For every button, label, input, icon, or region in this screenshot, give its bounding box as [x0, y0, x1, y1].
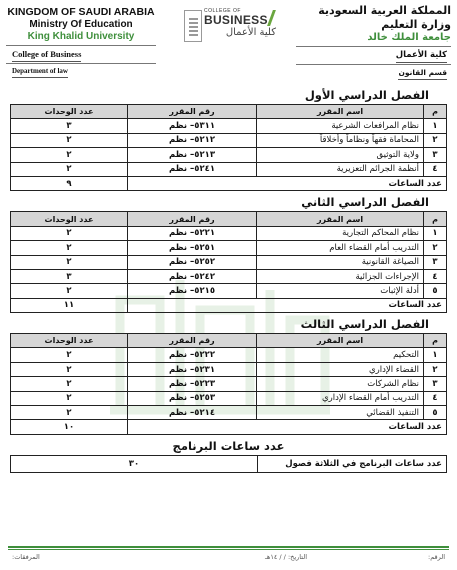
- col-num: م: [424, 212, 447, 226]
- department-en: Department of law: [12, 67, 68, 78]
- course-name: نظام المرافعات الشرعية: [257, 119, 424, 133]
- table-row: [11, 148, 447, 162]
- col-code: رقم المقرر: [128, 334, 257, 348]
- course-name: الصياغة القانونية: [257, 255, 424, 269]
- divider: [296, 46, 451, 47]
- course-num: ١: [424, 348, 447, 362]
- course-num: ٥: [424, 406, 447, 420]
- col-name: اسم المقرر: [257, 334, 424, 348]
- course-code: ٥٢١٤– نظم: [128, 406, 257, 420]
- footer-attachments: المرفقات:: [12, 553, 40, 561]
- course-num: ٢: [424, 362, 447, 376]
- course-num: ٣: [424, 377, 447, 391]
- table-header-row: [11, 105, 447, 119]
- col-units: عدد الوحدات: [11, 212, 128, 226]
- col-units: عدد الوحدات: [11, 105, 128, 119]
- semester-2-table: [10, 211, 447, 313]
- course-name: أدلة الإثبات: [257, 284, 424, 298]
- table-row: [11, 391, 447, 405]
- logo-big-text: BUSINESS: [204, 13, 268, 27]
- program-hours-label: عدد ساعات البرنامج في الثلاثة فصول: [258, 455, 447, 472]
- course-num: ٢: [424, 241, 447, 255]
- semester-2-title: الفصل الدراسي الثاني: [301, 195, 429, 210]
- course-units: ٢: [11, 406, 128, 420]
- kingdom-ar: المملكة العربية السعودية: [318, 4, 451, 17]
- course-units: ٢: [11, 362, 128, 376]
- college-ar: كلية الأعمال: [396, 50, 447, 63]
- course-num: ٤: [424, 162, 447, 176]
- university-ar: جامعة الملك خالد: [367, 32, 451, 43]
- table-row: [11, 162, 447, 176]
- ministry-ar: وزارة التعليم: [381, 18, 451, 31]
- col-name: اسم المقرر: [257, 212, 424, 226]
- course-name: التحكيم: [257, 348, 424, 362]
- course-units: ٣: [11, 269, 128, 283]
- course-num: ٢: [424, 133, 447, 147]
- footer-rule: [8, 549, 449, 550]
- course-code: ٥٢٢٣– نظم: [128, 377, 257, 391]
- university-en: King Khalid University: [27, 31, 135, 42]
- table-row: [11, 362, 447, 376]
- table-header-row: [11, 334, 447, 348]
- kingdom-en: KINGDOM OF SAUDI ARABIA: [7, 6, 155, 18]
- course-code: ٥٢١٢– نظم: [128, 133, 257, 147]
- course-num: ٣: [424, 255, 447, 269]
- course-name: نظام المحاكم التجارية: [257, 226, 424, 240]
- col-num: م: [424, 334, 447, 348]
- total-value: ١١: [11, 298, 128, 312]
- total-row: [11, 420, 447, 434]
- course-units: ٢: [11, 255, 128, 269]
- col-code: رقم المقرر: [128, 212, 257, 226]
- college-logo: [184, 8, 282, 44]
- table-row: [11, 406, 447, 420]
- table-row: [11, 119, 447, 133]
- course-units: ٢: [11, 348, 128, 362]
- table-row: [11, 133, 447, 147]
- course-units: ٢: [11, 133, 128, 147]
- course-code: ٥٢٤١– نظم: [128, 162, 257, 176]
- total-value: ٩: [11, 176, 128, 190]
- letterhead-arabic: [296, 4, 451, 77]
- semester-3-table: [10, 333, 447, 435]
- course-code: ٥٢٥٢– نظم: [128, 255, 257, 269]
- ministry-en: Ministry Of Education: [29, 19, 133, 30]
- total-row: [11, 176, 447, 190]
- table-row: [11, 226, 447, 240]
- total-value: ١٠: [11, 420, 128, 434]
- course-name: التنفيذ القضائي: [257, 406, 424, 420]
- course-num: ١: [424, 226, 447, 240]
- course-name: التدريب أمام القضاء الإداري: [257, 391, 424, 405]
- total-label: عدد الساعات: [128, 420, 447, 434]
- col-units: عدد الوحدات: [11, 334, 128, 348]
- table-row: [11, 455, 447, 472]
- course-units: ٢: [11, 391, 128, 405]
- course-num: ٣: [424, 148, 447, 162]
- total-label: عدد الساعات: [128, 176, 447, 190]
- table-row: [11, 241, 447, 255]
- course-code: ٥٢٢١– نظم: [128, 226, 257, 240]
- divider: [296, 64, 451, 65]
- program-hours-table: [10, 455, 447, 473]
- course-code: ٥٢٥٣– نظم: [128, 391, 257, 405]
- letterhead: [0, 0, 457, 90]
- course-num: ١: [424, 119, 447, 133]
- footer: [0, 546, 457, 570]
- course-name: ولاية التوثيق: [257, 148, 424, 162]
- footer-date: التاريخ: / / ١٤هـ: [265, 553, 307, 561]
- course-code: ٥٢٤٢– نظم: [128, 269, 257, 283]
- department-ar: قسم القانون: [398, 68, 447, 80]
- course-name: الإجراءات الجزائية: [257, 269, 424, 283]
- total-row: [11, 298, 447, 312]
- course-num: ٤: [424, 269, 447, 283]
- col-name: اسم المقرر: [257, 105, 424, 119]
- col-num: م: [424, 105, 447, 119]
- course-name: نظام الشركات: [257, 377, 424, 391]
- table-header-row: [11, 212, 447, 226]
- course-units: ٢: [11, 162, 128, 176]
- course-name: القضاء الإداري: [257, 362, 424, 376]
- table-row: [11, 348, 447, 362]
- course-units: ٢: [11, 148, 128, 162]
- course-units: ٢: [11, 284, 128, 298]
- study-plan: [10, 84, 447, 473]
- col-code: رقم المقرر: [128, 105, 257, 119]
- footer-rule: [8, 546, 449, 548]
- divider: [6, 45, 156, 46]
- course-code: ٥٢١٥– نظم: [128, 284, 257, 298]
- logo-emblem-icon: [184, 10, 202, 42]
- program-hours-title: عدد ساعات البرنامج: [172, 438, 285, 453]
- course-units: ٢: [11, 377, 128, 391]
- table-row: [11, 255, 447, 269]
- logo-accent-icon: [267, 10, 276, 26]
- table-row: [11, 284, 447, 298]
- course-code: ٥٢١٣– نظم: [128, 148, 257, 162]
- logo-small-text: COLLEGE OF: [204, 8, 241, 14]
- course-num: ٥: [424, 284, 447, 298]
- course-code: ٥٢٥١– نظم: [128, 241, 257, 255]
- letterhead-english: [6, 6, 156, 75]
- semester-3-title: الفصل الدراسي الثالث: [300, 317, 429, 332]
- course-name: التدريب أمام القضاء العام: [257, 241, 424, 255]
- course-units: ٢: [11, 226, 128, 240]
- semester-1-title: الفصل الدراسي الأول: [304, 88, 429, 102]
- footer-ref: الرقم:: [428, 553, 445, 561]
- table-row: [11, 269, 447, 283]
- semester-1-table: [10, 104, 447, 191]
- course-units: ٢: [11, 241, 128, 255]
- course-name: المحاماة فقهاً ونظاماً وأخلاقاً: [257, 133, 424, 147]
- college-en: College of Business: [12, 49, 81, 62]
- course-units: ٣: [11, 119, 128, 133]
- course-code: ٥٢٣١– نظم: [128, 362, 257, 376]
- course-code: ٥٢٢٢– نظم: [128, 348, 257, 362]
- total-label: عدد الساعات: [128, 298, 447, 312]
- logo-arabic-text: كلية الأعمال: [225, 27, 276, 38]
- course-name: أنظمة الجرائم التعزيرية: [257, 162, 424, 176]
- course-code: ٥٣١١– نظم: [128, 119, 257, 133]
- course-num: ٤: [424, 391, 447, 405]
- divider: [6, 63, 156, 64]
- table-row: [11, 377, 447, 391]
- program-hours-value: ٣٠: [11, 455, 258, 472]
